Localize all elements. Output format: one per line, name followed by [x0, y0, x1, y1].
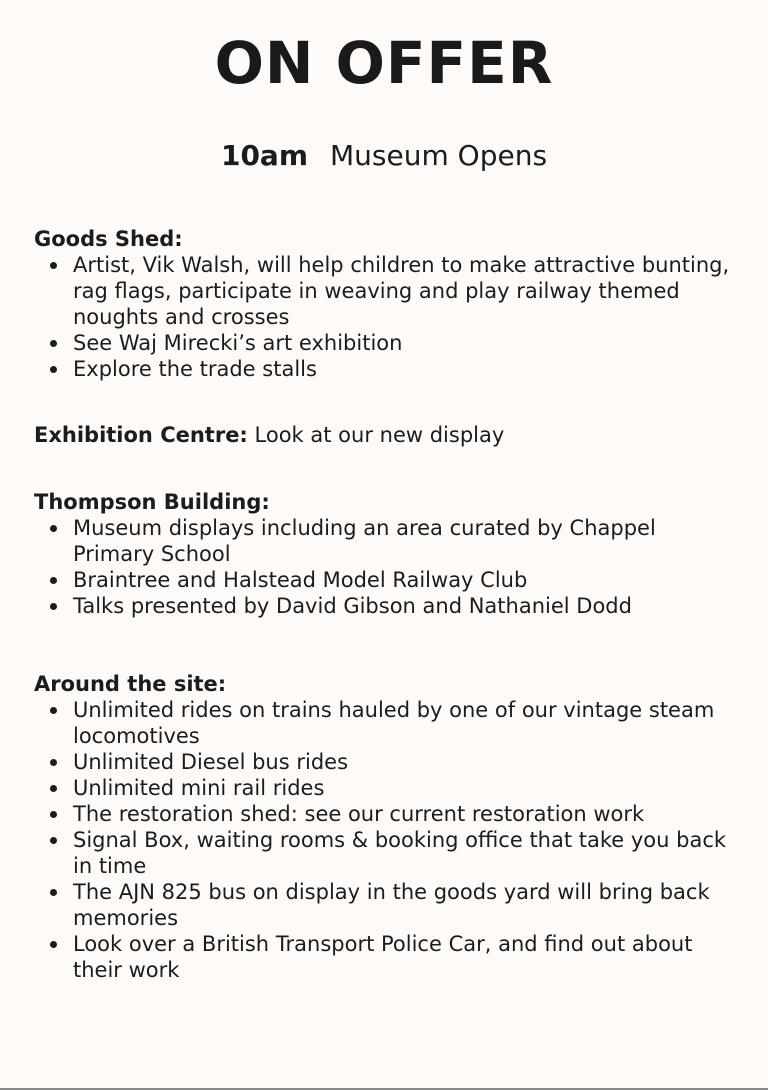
opening-text: Museum Opens [330, 139, 548, 172]
thompson-building-list [34, 515, 738, 619]
list-item-text: See Waj Mirecki’s art exhibition [73, 331, 403, 355]
bullet-icon [50, 941, 57, 948]
list-item [34, 801, 738, 827]
around-the-site-list [34, 697, 738, 983]
section-exhibition-centre [34, 422, 738, 448]
list-item [34, 879, 738, 931]
opening-time-line [0, 136, 768, 176]
bullet-icon [50, 837, 57, 844]
section-heading-exhibition-centre: Exhibition Centre: [34, 423, 248, 447]
list-item-text: Signal Box, waiting rooms & booking office that take you back in time [73, 828, 727, 878]
bullet-icon [50, 889, 57, 896]
list-item-text: Artist, Vik Walsh, will help children to make attractive bunting, rag flags, participate in weaving and play railway themed noughts and crosses [73, 253, 730, 329]
section-heading-around-the-site: Around the site: [34, 672, 227, 696]
list-item-text: Talks presented by David Gibson and Nathaniel Dodd [73, 594, 632, 618]
bullet-icon [50, 366, 57, 373]
list-item [34, 252, 738, 330]
list-item [34, 931, 738, 983]
list-item [34, 356, 738, 382]
list-item-text: Explore the trade stalls [73, 357, 317, 381]
section-around-the-site [34, 671, 738, 983]
bullet-icon [50, 262, 57, 269]
list-item [34, 593, 738, 619]
list-item-text: Museum displays including an area curated by Chappel Primary School [73, 516, 656, 566]
list-item [34, 515, 738, 567]
list-item-text: Unlimited rides on trains hauled by one of our vintage steam locomotives [73, 698, 715, 748]
list-item [34, 749, 738, 775]
goods-shed-list [34, 252, 738, 382]
exhibition-centre-text: Look at our new display [254, 423, 505, 447]
list-item [34, 775, 738, 801]
section-goods-shed [34, 226, 738, 382]
bullet-icon [50, 811, 57, 818]
bullet-icon [50, 525, 57, 532]
list-item [34, 330, 738, 356]
opening-time: 10am [220, 139, 309, 172]
list-item-text: Unlimited mini rail rides [73, 776, 325, 800]
bullet-icon [50, 707, 57, 714]
bullet-icon [50, 577, 57, 584]
bullet-icon [50, 340, 57, 347]
bullet-icon [50, 785, 57, 792]
list-item [34, 567, 738, 593]
list-item [34, 697, 738, 749]
bullet-icon [50, 759, 57, 766]
list-item-text: Braintree and Halstead Model Railway Club [73, 568, 528, 592]
list-item [34, 827, 738, 879]
page-title: ON OFFER [214, 29, 554, 97]
list-item-text: Look over a British Transport Police Car, and find out about their work [73, 932, 693, 982]
section-heading-thompson-building: Thompson Building: [34, 490, 270, 514]
list-item-text: Unlimited Diesel bus rides [73, 750, 349, 774]
list-item-text: The AJN 825 bus on display in the goods yard will bring back memories [73, 880, 710, 930]
list-item-text: The restoration shed: see our current restoration work [73, 802, 645, 826]
section-heading-goods-shed: Goods Shed: [34, 227, 183, 251]
bullet-icon [50, 603, 57, 610]
section-thompson-building [34, 489, 738, 619]
